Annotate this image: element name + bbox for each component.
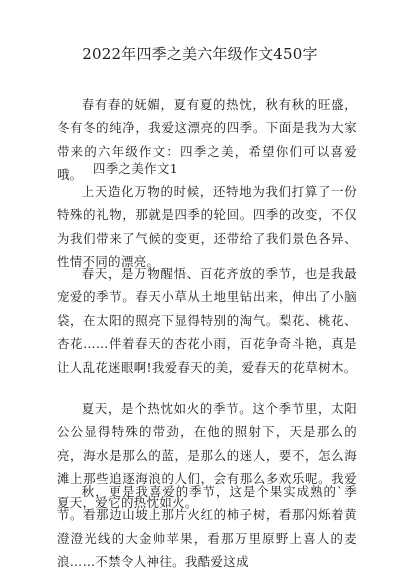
paragraph-spring: 春天，是万物醒悟、百花齐放的季节，也是我最宠爱的季节。春天小草从土地里钻出来，伸出了小脑袋，在太阳的照亮下显得特别的淘气。梨花、桃花、杏花……伴着春天的杏花小雨，百花争奇斗艳，真是让人乱花迷眼啊!我爱春天的美，爱春天的花草树木。 <box>57 266 357 375</box>
intro-paragraph: 春有春的妩媚，夏有夏的热忱，秋有秋的旺盛，冬有冬的纯净，我爱这漂亮的四季。下面是我为大家带来的六年级作文：四季之美，希望你们可以喜爱哦。 <box>57 97 357 183</box>
document-title: 2022年四季之美六年级作文450字 <box>82 45 318 63</box>
paragraph-summer: 夏天，是个热忱如火的季节。这个季节里，太阳公公显得特殊的带劲，在他的照射下，天是那么的亮，海水是那么的蓝，是那么的迷人，要不，怎么海滩上那些追逐海浪的人们，会有那么多欢乐呢。我爱夏天，爱它的热忱如火。 <box>57 401 357 510</box>
paragraph-autumn: 秋，更是我喜爱的季节，这是个果实成熟的`季节。看那边山坡上那片火红的柿子树，看那闪烁着黄澄澄光线的大金帅苹果，看那万里原野上喜人的麦浪……不禁令人神往。我酷爱这成 <box>57 484 357 570</box>
paragraph-gift: 上天造化万物的时候，还特地为我们打算了一份特殊的礼物，那就是四季的轮回。四季的改变，不仅为我们带来了气候的变更，还带给了我们景色各异、性情不同的漂亮。 <box>57 184 357 270</box>
essay-heading: 四季之美作文1 <box>93 161 179 176</box>
